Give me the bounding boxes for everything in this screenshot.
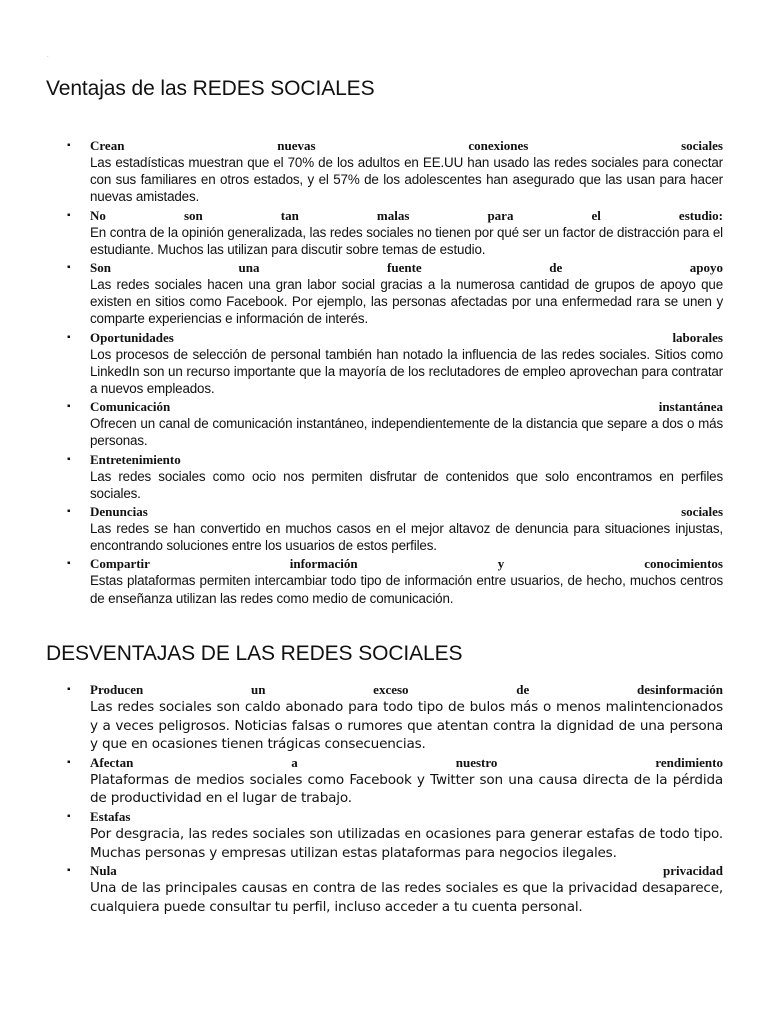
bullet-icon: ▪ xyxy=(67,401,71,413)
disadvantages-title: DESVENTAJAS DE LAS REDES SOCIALES xyxy=(46,642,463,665)
item-heading: Nula privacidad xyxy=(90,863,723,879)
item-text: Los procesos de selección de personal también han notado la influencia de las redes sociales. Sitios como LinkedIn son un recurso importante que la mayoría de los reclutadores de empleo aprovechan para contratar a nuevos empleados. xyxy=(90,346,723,397)
bullet-icon: ▪ xyxy=(67,865,71,877)
advantages-title: Ventajas de las REDES SOCIALES xyxy=(46,77,375,100)
list-item xyxy=(62,329,723,398)
bullet-icon: ▪ xyxy=(67,810,71,822)
item-text: Ofrecen un canal de comunicación instantáneo, independientemente de la distancia que separe a dos o más personas. xyxy=(90,416,723,449)
item-heading: Entretenimiento xyxy=(90,451,181,467)
item-text: En contra de la opinión generalizada, las redes sociales no tienen por qué ser un factor de distracción para el estudiante. Muchos las utilizan para discutir sobre temas de estudio. xyxy=(90,224,723,257)
advantages-list xyxy=(62,137,723,607)
bullet-icon: ▪ xyxy=(67,140,71,151)
bullet-icon: ▪ xyxy=(67,684,71,695)
item-heading: Compartir información y conocimientos xyxy=(90,556,723,572)
list-item xyxy=(62,259,723,328)
bullet-icon: ▪ xyxy=(67,558,71,570)
list-item xyxy=(62,862,723,916)
item-text: Plataformas de medios sociales como Facebook y Twitter son una causa directa de la pérdida de productividad en el lugar de trabajo. xyxy=(90,771,723,807)
bullet-icon: ▪ xyxy=(67,262,71,274)
item-text: Las redes sociales como ocio nos permiten disfrutar de contenidos que solo encontramos en perfiles sociales. xyxy=(90,468,723,501)
item-heading: No son tan malas para el estudio: xyxy=(90,207,723,223)
item-text: Las estadísticas muestran que el 70% de los adultos en EE.UU han usado las redes sociales para conectar con sus familiares en otros estados, y el 57% de los adolescentes han asegurado que las usan para hacer nuevas amistades. xyxy=(90,155,723,205)
bullet-icon: ▪ xyxy=(67,506,71,518)
list-item xyxy=(62,555,723,606)
item-heading: Afectan a nuestro rendimiento xyxy=(90,754,723,770)
item-text: Estas plataformas permiten intercambiar todo tipo de información entre usuarios, de hecho, muchos centros de enseñanza utilizan las redes como medio de comunicación. xyxy=(90,573,723,606)
disadvantages-list xyxy=(62,681,723,916)
page-marker: . xyxy=(47,53,49,59)
item-heading: Producen un exceso de desinformación xyxy=(90,682,723,697)
item-heading: Crean nuevas conexiones sociales xyxy=(90,138,723,153)
item-text: Las redes sociales hacen una gran labor social gracias a la numerosa cantidad de grupos de apoyo que existen en sitios como Facebook. Por ejemplo, las personas afectadas por una enfermedad rara se unen y comparte experiencias e información de interés. xyxy=(90,277,723,327)
item-heading: Oportunidades laborales xyxy=(90,329,723,345)
list-item xyxy=(62,681,723,754)
item-text: Una de las principales causas en contra de las redes sociales es que la privacidad desaparece, cualquiera puede consultar tu perfil, incluso acceder a tu cuenta personal. xyxy=(90,880,723,915)
list-item xyxy=(62,137,723,206)
list-item xyxy=(62,754,723,808)
bullet-icon: ▪ xyxy=(67,331,71,343)
item-heading: Son una fuente de apoyo xyxy=(90,260,723,276)
item-text: Las redes se han convertido en muchos casos en el mejor altavoz de denuncia para situaciones injustas, encontrando soluciones entre los usuarios de estos perfiles. xyxy=(90,521,723,554)
list-item xyxy=(62,398,723,449)
bullet-icon: ▪ xyxy=(67,209,71,221)
item-heading: Denuncias sociales xyxy=(90,504,723,520)
list-item xyxy=(62,503,723,554)
item-heading: Estafas xyxy=(90,808,131,824)
list-item xyxy=(62,451,723,502)
bullet-icon: ▪ xyxy=(67,453,71,465)
item-heading: Comunicación instantánea xyxy=(90,399,723,415)
bullet-icon: ▪ xyxy=(67,756,71,768)
item-text: Las redes sociales son caldo abonado para todo tipo de bulos más o menos malintencionados y a veces peligrosos. Noticias falsas o rumores que atentan contra la dignidad de una persona y que en ocasiones tienen trágicas consecuencias. xyxy=(90,699,723,753)
item-text: Por desgracia, las redes sociales son utilizadas en ocasiones para generar estafas de todo tipo. Muchas personas y empresas utilizan estas plataformas para negocios ilegales. xyxy=(90,825,723,861)
list-item xyxy=(62,207,723,258)
list-item xyxy=(62,808,723,862)
